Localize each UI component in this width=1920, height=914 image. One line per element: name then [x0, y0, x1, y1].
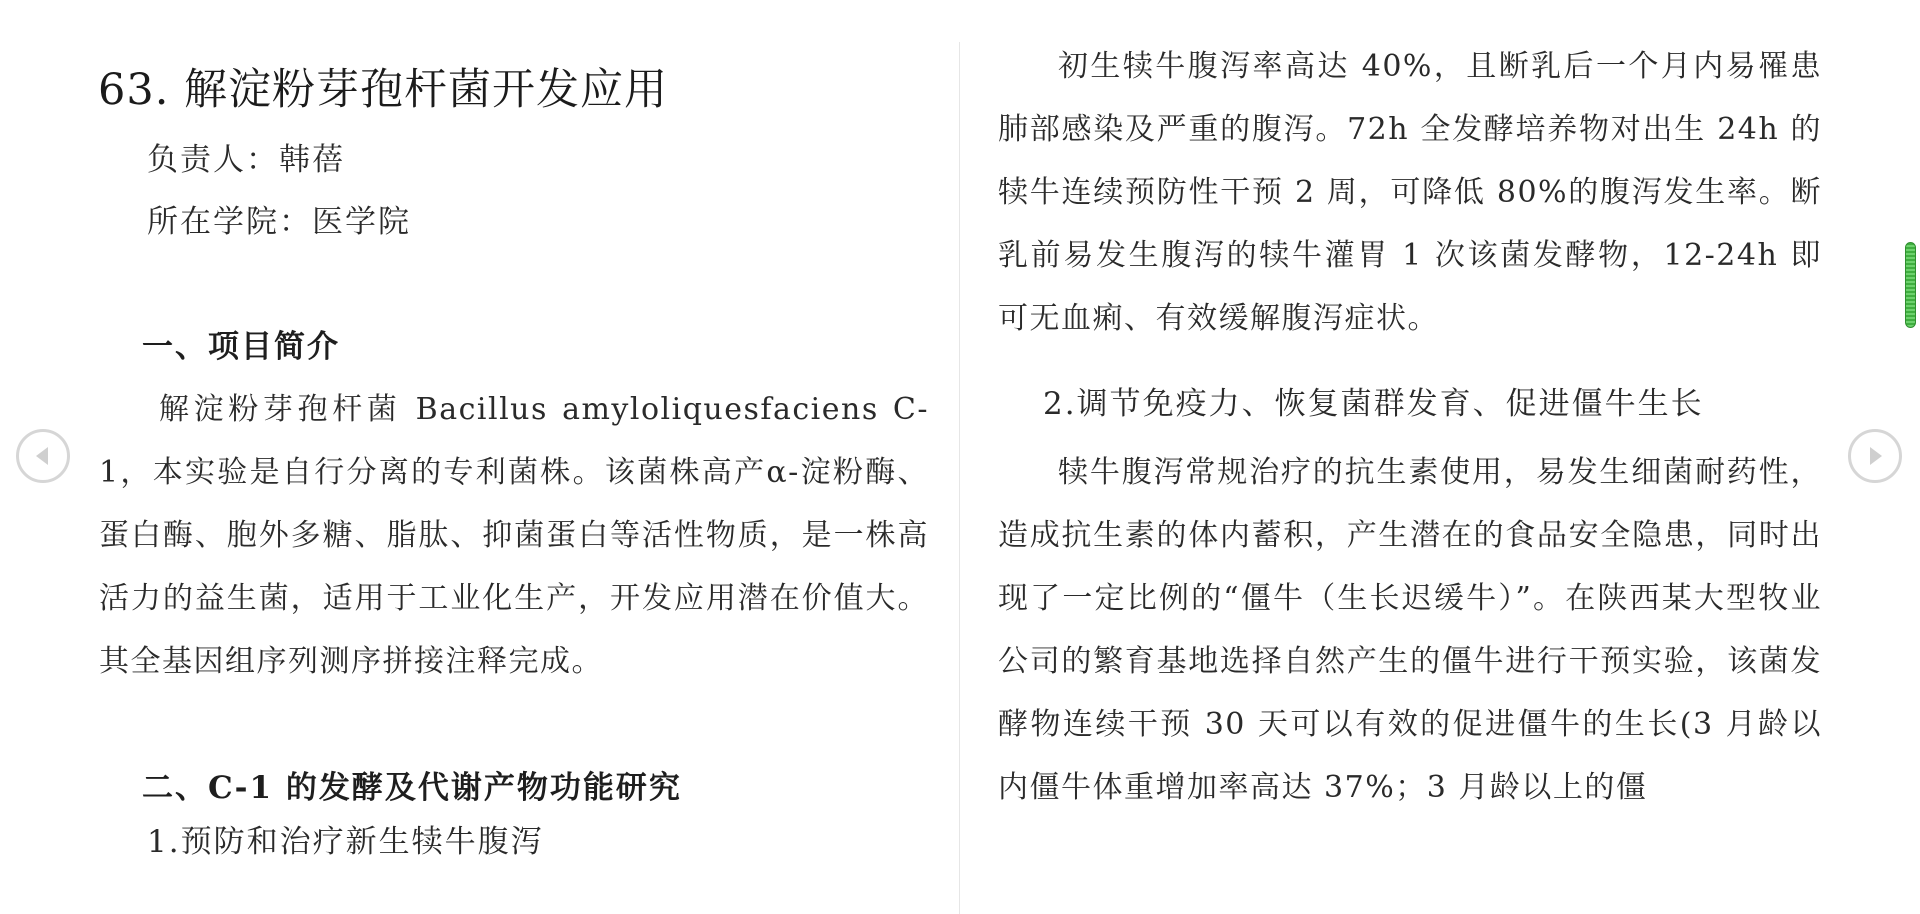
college-line: 所在学院：医学院: [147, 204, 411, 240]
diarrhea-paragraph: 初生犊牛腹泻率高达 40%，且断乳后一个月内易罹患肺部感染及严重的腹泻。72h 全发酵培养物对出生 24h 的犊牛连续预防性干预 2 周，可降低 80%的腹泻发生率。断乳前易发生腹泻的犊牛灌胃 1 次该菌发酵物，12-24h 即可无血痢、有效缓解腹泻症状。: [998, 49, 1822, 336]
section-heading-intro: 一、项目简介: [142, 329, 340, 365]
scrollbar-thumb[interactable]: [1905, 242, 1916, 328]
immunity-paragraph: 犊牛腹泻常规治疗的抗生素使用，易发生细菌耐药性，造成抗生素的体内蓄积，产生潜在的食品安全隐患，同时出现了一定比例的“僵牛（生长迟缓牛）”。在陕西某大型牧业公司的繁育基地选择自然产生的僵牛进行干预实验，该菌发酵物连续干预 30 天可以有效的促进僵牛的生长(3 月龄以内僵牛体重增加率高达 37%；3 月龄以上的僵: [998, 455, 1822, 805]
chevron-left-circle-icon: [19, 432, 67, 480]
document-title: 63. 解淀粉芽孢杆菌开发应用: [98, 65, 669, 115]
subsection-heading-immunity: 2.调节免疫力、恢复菌群发育、促进僵牛生长: [1043, 386, 1704, 422]
next-page-button[interactable]: [1848, 429, 1902, 483]
page-divider: [959, 42, 960, 914]
subsection-heading-diarrhea: 1.预防和治疗新生犊牛腹泻: [147, 824, 544, 860]
section-heading-research: 二、C-1 的发酵及代谢产物功能研究: [142, 770, 682, 806]
chevron-right-circle-icon: [1851, 432, 1899, 480]
intro-paragraph: 解淀粉芽孢杆菌 Bacillus amyloliquesfaciens C-1，本实验是自行分离的专利菌株。该菌株高产α-淀粉酶、蛋白酶、胞外多糖、脂肽、抑菌蛋白等活性物质，是一株高活力的益生菌，适用于工业化生产，开发应用潜在价值大。其全基因组序列测序拼接注释完成。: [99, 392, 929, 679]
previous-page-button[interactable]: [16, 429, 70, 483]
owner-line: 负责人：韩蓓: [147, 142, 345, 178]
